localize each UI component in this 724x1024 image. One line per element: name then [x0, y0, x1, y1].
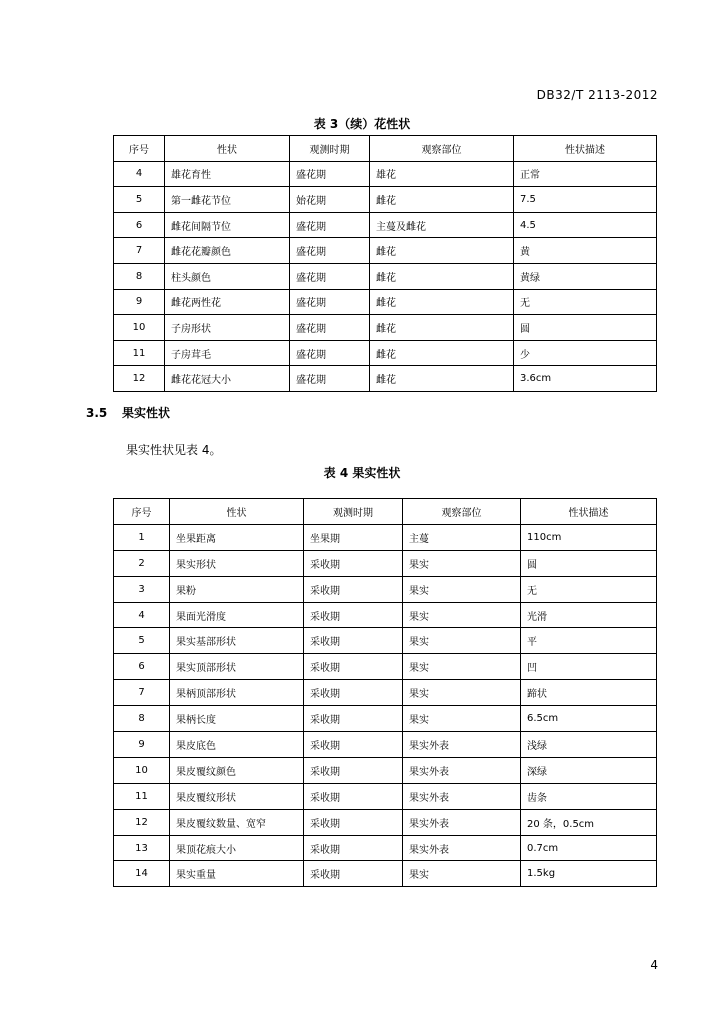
cell-period: 盛花期 — [290, 315, 370, 341]
cell-trait: 雌花两性花 — [165, 289, 290, 315]
header-period: 观测时期 — [304, 499, 403, 525]
cell-part: 果实外表 — [403, 809, 521, 835]
cell-index: 13 — [114, 835, 170, 861]
table-row — [114, 757, 657, 783]
cell-period: 盛花期 — [290, 212, 370, 238]
cell-part: 主蔓及雌花 — [370, 212, 514, 238]
cell-trait: 果实重量 — [170, 861, 304, 887]
flower-traits-table — [113, 135, 657, 392]
cell-trait: 坐果距离 — [170, 524, 304, 550]
cell-part: 果实 — [403, 550, 521, 576]
cell-part: 雌花 — [370, 263, 514, 289]
cell-period: 采收期 — [304, 576, 403, 602]
cell-part: 果实 — [403, 680, 521, 706]
cell-trait: 果实顶部形状 — [170, 654, 304, 680]
cell-index: 7 — [114, 238, 165, 264]
table-row — [114, 602, 657, 628]
table-row — [114, 366, 657, 392]
cell-description: 光滑 — [521, 602, 657, 628]
cell-index: 10 — [114, 315, 165, 341]
header-index: 序号 — [114, 499, 170, 525]
cell-period: 采收期 — [304, 861, 403, 887]
header-description: 性状描述 — [521, 499, 657, 525]
table-row — [114, 315, 657, 341]
cell-trait: 果皮底色 — [170, 732, 304, 758]
cell-trait: 果皮覆纹形状 — [170, 783, 304, 809]
cell-part: 主蔓 — [403, 524, 521, 550]
section-body-text: 果实性状见表 4。 — [126, 443, 222, 457]
table-header-row — [114, 499, 657, 525]
cell-part: 雌花 — [370, 238, 514, 264]
cell-period: 采收期 — [304, 680, 403, 706]
cell-part: 雌花 — [370, 366, 514, 392]
cell-part: 果实外表 — [403, 732, 521, 758]
cell-index: 8 — [114, 263, 165, 289]
cell-part: 雌花 — [370, 340, 514, 366]
table-row — [114, 680, 657, 706]
cell-index: 4 — [114, 161, 165, 187]
cell-period: 采收期 — [304, 706, 403, 732]
cell-index: 6 — [114, 212, 165, 238]
table-row — [114, 212, 657, 238]
cell-part: 雄花 — [370, 161, 514, 187]
cell-part: 雌花 — [370, 315, 514, 341]
cell-trait: 子房茸毛 — [165, 340, 290, 366]
header-trait: 性状 — [170, 499, 304, 525]
cell-part: 果实 — [403, 628, 521, 654]
cell-period: 采收期 — [304, 550, 403, 576]
cell-part: 果实 — [403, 861, 521, 887]
cell-trait: 雌花花瓣颜色 — [165, 238, 290, 264]
cell-period: 盛花期 — [290, 366, 370, 392]
cell-index: 1 — [114, 524, 170, 550]
cell-description: 3.6cm — [514, 366, 657, 392]
table-row — [114, 654, 657, 680]
cell-part: 果实 — [403, 602, 521, 628]
table-row — [114, 187, 657, 213]
cell-period: 采收期 — [304, 809, 403, 835]
header-trait: 性状 — [165, 136, 290, 162]
section-number: 3.5 — [86, 406, 108, 420]
cell-part: 果实外表 — [403, 783, 521, 809]
header-part: 观察部位 — [370, 136, 514, 162]
cell-description: 1.5kg — [521, 861, 657, 887]
cell-description: 7.5 — [514, 187, 657, 213]
header-period: 观测时期 — [290, 136, 370, 162]
cell-period: 采收期 — [304, 654, 403, 680]
cell-index: 12 — [114, 366, 165, 392]
cell-description: 齿条 — [521, 783, 657, 809]
cell-description: 少 — [514, 340, 657, 366]
table-row — [114, 161, 657, 187]
section-heading — [86, 404, 170, 421]
table-row — [114, 861, 657, 887]
cell-index: 6 — [114, 654, 170, 680]
cell-index: 11 — [114, 340, 165, 366]
cell-index: 5 — [114, 628, 170, 654]
table-row — [114, 524, 657, 550]
cell-trait: 果粉 — [170, 576, 304, 602]
table-row — [114, 576, 657, 602]
cell-period: 盛花期 — [290, 289, 370, 315]
cell-part: 果实外表 — [403, 835, 521, 861]
cell-description: 平 — [521, 628, 657, 654]
cell-period: 盛花期 — [290, 238, 370, 264]
cell-index: 2 — [114, 550, 170, 576]
cell-period: 采收期 — [304, 835, 403, 861]
table-row — [114, 628, 657, 654]
cell-description: 20 条，0.5cm — [521, 809, 657, 835]
cell-trait: 雌花间隔节位 — [165, 212, 290, 238]
cell-description: 无 — [521, 576, 657, 602]
cell-part: 果实 — [403, 706, 521, 732]
cell-trait: 果皮覆纹数量、宽窄 — [170, 809, 304, 835]
table-row — [114, 289, 657, 315]
cell-period: 盛花期 — [290, 263, 370, 289]
table-row — [114, 238, 657, 264]
cell-period: 采收期 — [304, 732, 403, 758]
cell-description: 110cm — [521, 524, 657, 550]
cell-description: 圆 — [521, 550, 657, 576]
cell-index: 7 — [114, 680, 170, 706]
table-row — [114, 835, 657, 861]
table-row — [114, 706, 657, 732]
cell-description: 无 — [514, 289, 657, 315]
table-4-caption: 表 4 果实性状 — [323, 466, 401, 480]
cell-description: 正常 — [514, 161, 657, 187]
cell-description: 浅绿 — [521, 732, 657, 758]
cell-index: 10 — [114, 757, 170, 783]
cell-period: 盛花期 — [290, 161, 370, 187]
cell-part: 果实 — [403, 654, 521, 680]
cell-trait: 雌花花冠大小 — [165, 366, 290, 392]
cell-trait: 果面光滑度 — [170, 602, 304, 628]
header-part: 观察部位 — [403, 499, 521, 525]
table-row — [114, 783, 657, 809]
cell-index: 8 — [114, 706, 170, 732]
cell-trait: 子房形状 — [165, 315, 290, 341]
cell-index: 12 — [114, 809, 170, 835]
cell-trait: 第一雌花节位 — [165, 187, 290, 213]
cell-period: 采收期 — [304, 757, 403, 783]
cell-index: 14 — [114, 861, 170, 887]
header-description: 性状描述 — [514, 136, 657, 162]
table-row — [114, 263, 657, 289]
cell-trait: 果实形状 — [170, 550, 304, 576]
page-number: 4 — [650, 958, 658, 972]
cell-index: 3 — [114, 576, 170, 602]
cell-description: 0.7cm — [521, 835, 657, 861]
cell-trait: 果皮覆纹颜色 — [170, 757, 304, 783]
cell-period: 采收期 — [304, 783, 403, 809]
cell-index: 9 — [114, 732, 170, 758]
cell-index: 5 — [114, 187, 165, 213]
cell-index: 9 — [114, 289, 165, 315]
fruit-traits-table — [113, 498, 657, 887]
cell-trait: 果柄顶部形状 — [170, 680, 304, 706]
cell-description: 凹 — [521, 654, 657, 680]
table-header-row — [114, 136, 657, 162]
header-index: 序号 — [114, 136, 165, 162]
cell-description: 圆 — [514, 315, 657, 341]
table-row — [114, 340, 657, 366]
cell-part: 雌花 — [370, 289, 514, 315]
cell-trait: 雄花育性 — [165, 161, 290, 187]
cell-part: 果实外表 — [403, 757, 521, 783]
table-row — [114, 809, 657, 835]
cell-period: 盛花期 — [290, 340, 370, 366]
cell-period: 始花期 — [290, 187, 370, 213]
cell-trait: 果顶花痕大小 — [170, 835, 304, 861]
cell-period: 采收期 — [304, 602, 403, 628]
cell-description: 蹄状 — [521, 680, 657, 706]
cell-period: 坐果期 — [304, 524, 403, 550]
cell-trait: 柱头颜色 — [165, 263, 290, 289]
section-title: 果实性状 — [122, 406, 171, 420]
cell-index: 4 — [114, 602, 170, 628]
table-row — [114, 732, 657, 758]
cell-description: 6.5cm — [521, 706, 657, 732]
cell-part: 果实 — [403, 576, 521, 602]
cell-period: 采收期 — [304, 628, 403, 654]
cell-description: 黄 — [514, 238, 657, 264]
cell-description: 4.5 — [514, 212, 657, 238]
cell-trait: 果实基部形状 — [170, 628, 304, 654]
cell-part: 雌花 — [370, 187, 514, 213]
cell-trait: 果柄长度 — [170, 706, 304, 732]
cell-description: 深绿 — [521, 757, 657, 783]
table-row — [114, 550, 657, 576]
cell-index: 11 — [114, 783, 170, 809]
cell-description: 黄绿 — [514, 263, 657, 289]
table-3-caption: 表 3（续）花性状 — [313, 117, 411, 131]
document-code: DB32/T 2113-2012 — [536, 88, 658, 102]
